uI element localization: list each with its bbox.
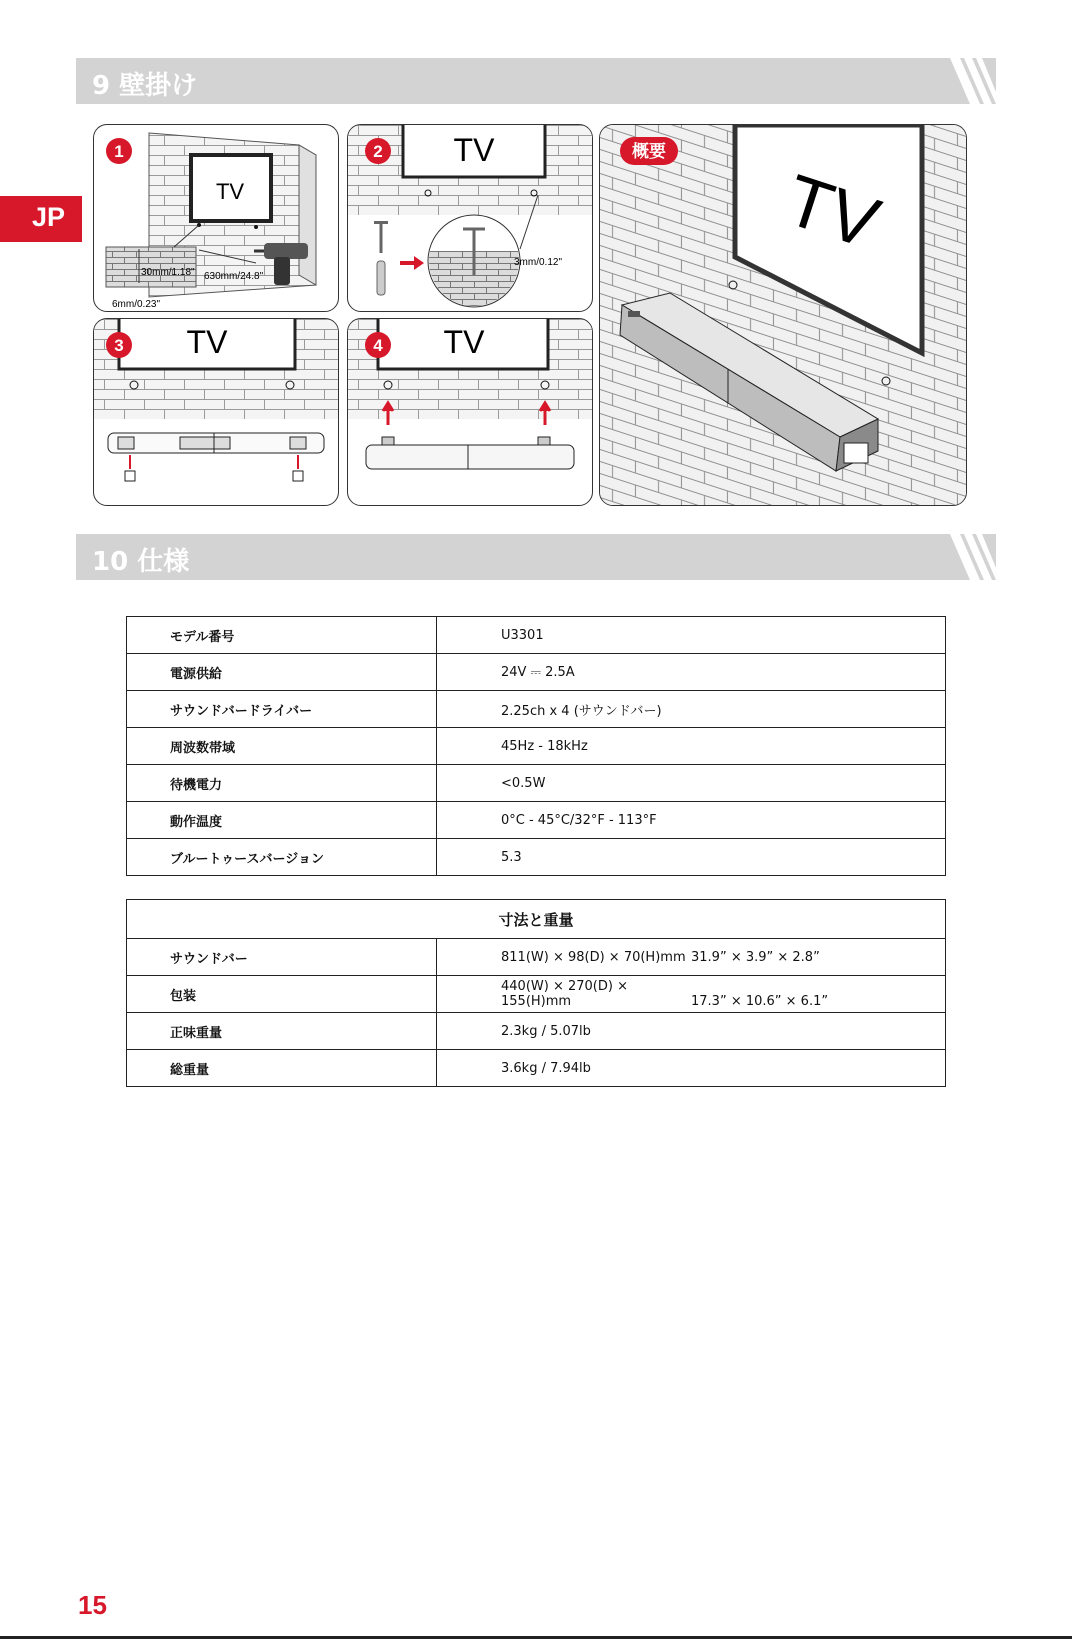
dimension-horizontal: 630mm/24.8" — [204, 271, 264, 282]
arrow-right-icon — [400, 256, 424, 270]
anchor-screw-icon — [374, 221, 388, 295]
step-4-illustration — [348, 319, 592, 505]
step-3-panel — [93, 318, 339, 506]
table-row: モデル番号 U3301 — [127, 617, 946, 654]
section-title: 10 仕様 — [92, 547, 190, 577]
step-number: 4 — [373, 336, 383, 355]
table-row: サウンドバー 811(W) × 98(D) × 70(H)mm 31.9” × 3.9” × 2.8” — [127, 939, 946, 976]
page-number: 15 — [78, 1590, 107, 1620]
overview-panel — [599, 124, 967, 506]
language-tab: JP — [0, 196, 82, 242]
table-row: 待機電力 <0.5W — [127, 765, 946, 802]
table-header-row: 寸法と重量 — [127, 900, 946, 939]
tv-label: TV — [776, 159, 889, 265]
step-4-panel — [347, 318, 593, 506]
step-number: 3 — [114, 336, 124, 355]
overview-label: 概要 — [632, 142, 666, 162]
soundbar-front-icon — [366, 437, 574, 469]
tv-label: TV — [453, 132, 495, 168]
dimension-screw: 3mm/0.12" — [514, 257, 563, 268]
table-row: ブルートゥースバージョン 5.3 — [127, 839, 946, 876]
dimensions-table — [126, 899, 946, 1087]
step-1-illustration — [94, 125, 338, 311]
spec-table — [126, 616, 946, 876]
dimension-drill: 6mm/0.23" — [112, 299, 161, 310]
table-row: サウンドバードライバー 2.25ch x 4 (サウンドバー) — [127, 691, 946, 728]
dimension-vertical: 30mm/1.18" — [141, 267, 195, 278]
arrow-up-icon — [130, 455, 298, 469]
step-2-panel — [347, 124, 593, 312]
section-header-wall-mount — [76, 58, 996, 104]
section-title: 9 壁掛け — [92, 71, 198, 101]
step-2-illustration — [348, 125, 592, 311]
step-number: 2 — [373, 142, 383, 161]
stripe-decoration — [950, 534, 996, 580]
section-header-specs — [76, 534, 996, 580]
step-3-illustration — [94, 319, 338, 505]
step-number: 1 — [114, 142, 124, 161]
table-row: 総重量 3.6kg / 7.94lb — [127, 1050, 946, 1087]
tv-label: TV — [215, 179, 245, 204]
overview-illustration — [600, 125, 966, 505]
tv-label: TV — [443, 324, 485, 360]
table-row: 電源供給 24V ⎓ 2.5A — [127, 654, 946, 691]
tv-label: TV — [186, 324, 228, 360]
table-row: 周波数帯域 45Hz - 18kHz — [127, 728, 946, 765]
soundbar-back-icon — [108, 433, 324, 453]
step-1-panel — [93, 124, 339, 312]
table-row: 包装 440(W) × 270(D) × 155(H)mm 17.3” × 10.6” × 6.1” — [127, 976, 946, 1013]
table-row: 正味重量 2.3kg / 5.07lb — [127, 1013, 946, 1050]
stripe-decoration — [950, 58, 996, 104]
table-row: 動作温度 0°C - 45°C/32°F - 113°F — [127, 802, 946, 839]
